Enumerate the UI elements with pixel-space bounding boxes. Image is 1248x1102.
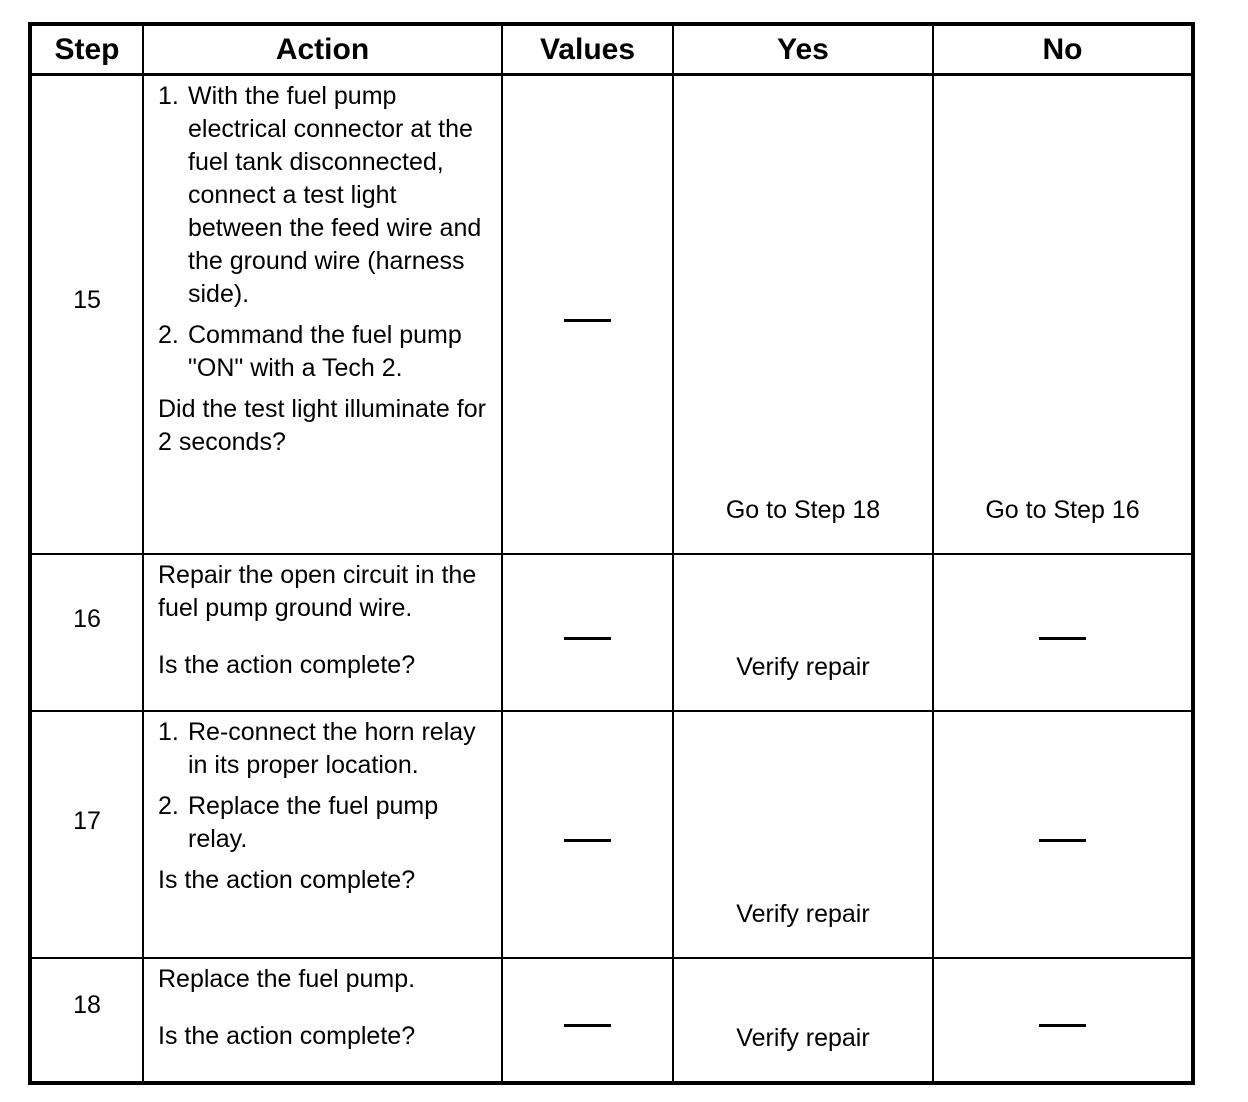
item-text: Replace the fuel pump relay. (188, 791, 439, 853)
action-question: Is the action complete? (158, 865, 416, 894)
step-cell (30, 958, 143, 1083)
values-cell (502, 554, 673, 711)
table-row (30, 75, 1193, 554)
yes-cell: Go to Step 18 (673, 75, 933, 554)
step-cell (30, 75, 143, 554)
header-row (30, 24, 1193, 75)
diagnostic-table (28, 22, 1195, 1085)
empty-dash (1039, 637, 1086, 640)
step-number: 18 (73, 990, 101, 1019)
no-cell (933, 711, 1193, 958)
list-item (158, 716, 491, 782)
empty-dash (564, 1024, 611, 1027)
action-question: Is the action complete? (158, 1021, 416, 1050)
header-action: Action (143, 24, 502, 75)
no-cell (933, 554, 1193, 711)
action-list (158, 80, 491, 385)
step-cell (30, 554, 143, 711)
action-cell (143, 75, 502, 554)
header-no: No (933, 24, 1193, 75)
action-list (158, 716, 491, 856)
table-row (30, 958, 1193, 1083)
step-number: 17 (73, 806, 101, 835)
action-cell (143, 958, 502, 1083)
item-number: 1. (158, 717, 179, 746)
empty-dash (1039, 1024, 1086, 1027)
action-question: Is the action complete? (158, 650, 416, 679)
no-cell: Go to Step 16 (933, 75, 1193, 554)
values-cell (502, 711, 673, 958)
yes-cell: Verify repair (673, 554, 933, 711)
no-cell (933, 958, 1193, 1083)
empty-dash (564, 839, 611, 842)
header-yes: Yes (673, 24, 933, 75)
item-number: 2. (158, 321, 179, 349)
item-number: 1. (158, 82, 179, 110)
empty-dash (564, 319, 611, 322)
list-item (158, 80, 491, 311)
action-cell (143, 711, 502, 958)
values-cell (502, 75, 673, 554)
step-cell (30, 711, 143, 958)
step-number: 16 (73, 604, 101, 633)
empty-dash (1039, 839, 1086, 842)
yes-cell: Verify repair (673, 711, 933, 958)
table-row (30, 711, 1193, 958)
list-item (158, 790, 491, 856)
item-number: 2. (158, 791, 179, 820)
step-number: 15 (73, 286, 101, 314)
item-text: Command the fuel pump "ON" with a Tech 2. (188, 321, 462, 382)
list-item (158, 319, 491, 385)
item-text: With the fuel pump electrical connector at the fuel tank disconnected, connect a test light between the feed wire and the ground wire (harness side). (188, 82, 482, 308)
table-row (30, 554, 1193, 711)
action-text: Replace the fuel pump. (158, 964, 416, 993)
action-text: Repair the open circuit in the fuel pump ground wire. (158, 560, 477, 622)
yes-cell: Verify repair (673, 958, 933, 1083)
header-step: Step (30, 24, 143, 75)
action-cell (143, 554, 502, 711)
header-values: Values (502, 24, 673, 75)
values-cell (502, 958, 673, 1083)
empty-dash (564, 637, 611, 640)
action-question: Did the test light illuminate for 2 seconds? (158, 395, 486, 456)
item-text: Re-connect the horn relay in its proper location. (188, 717, 476, 779)
